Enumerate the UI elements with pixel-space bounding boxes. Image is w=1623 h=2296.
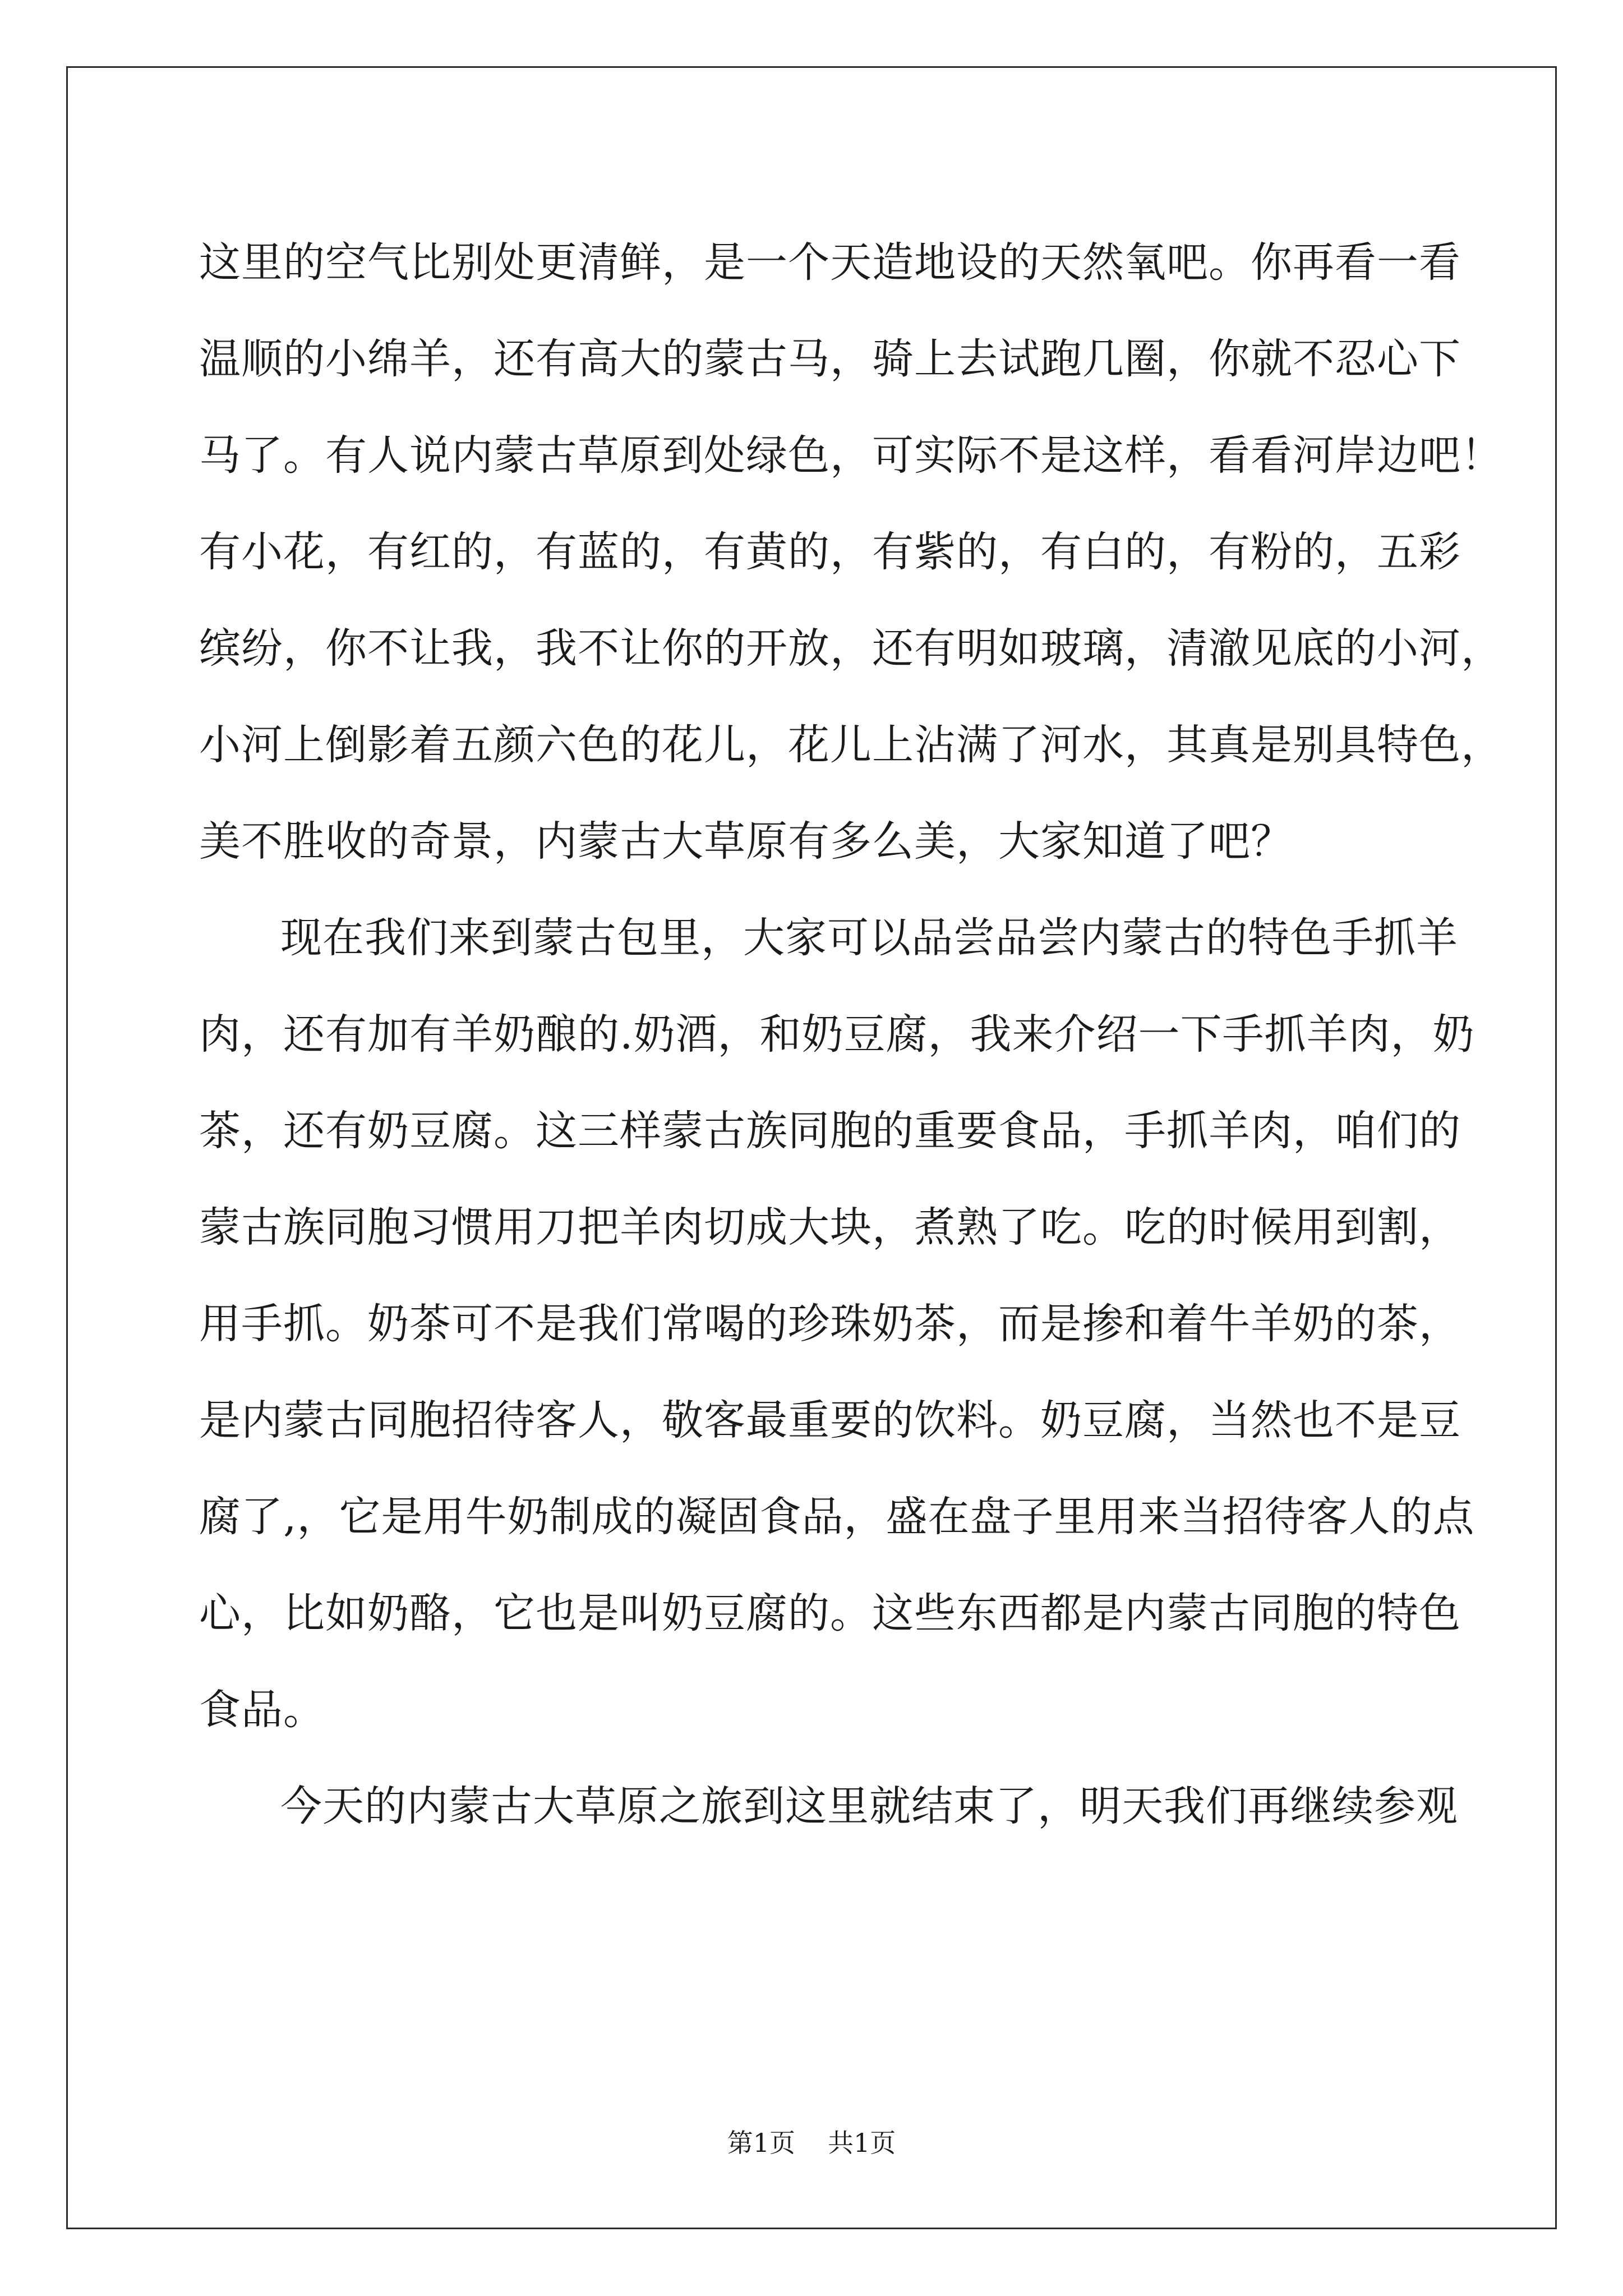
text-line: 肉，还有加有羊奶酿的.奶酒，和奶豆腐，我来介绍一下手抓羊肉，奶 — [199, 1010, 1475, 1059]
text-line: 美不胜收的奇景，内蒙古大草原有多么美，大家知道了吧？ — [199, 817, 1293, 866]
text-line: 蒙古族同胞习惯用刀把羊肉切成大块，煮熟了吃。吃的时候用到割， — [199, 1203, 1461, 1251]
text-line: 这里的空气比别处更清鲜，是一个天造地设的天然氧吧。你再看一看 — [199, 238, 1461, 287]
text-line: 有小花，有红的，有蓝的，有黄的，有紫的，有白的，有粉的，五彩 — [199, 528, 1461, 576]
text-line: 腐了,，它是用牛奶制成的凝固食品，盛在盘子里用来当招待客人的点 — [199, 1493, 1475, 1541]
document-body — [199, 214, 1503, 1855]
page-number: 第1页 — [727, 2128, 795, 2158]
text-line: 温顺的小绵羊，还有高大的蒙古马，骑上去试跑几圈，你就不忍心下 — [199, 335, 1461, 383]
text-line: 缤纷，你不让我，我不让你的开放，还有明如玻璃，清澈见底的小河， — [199, 624, 1503, 673]
page-footer — [0, 2126, 1623, 2160]
text-line: 小河上倒影着五颜六色的花儿，花儿上沾满了河水，其真是别具特色， — [199, 721, 1503, 769]
paragraph-start-line: 现在我们来到蒙古包里，大家可以品尝品尝内蒙古的特色手抓羊 — [280, 914, 1458, 962]
text-line: 是内蒙古同胞招待客人，敬客最重要的饮料。奶豆腐，当然也不是豆 — [199, 1396, 1461, 1444]
paragraph-start-line: 今天的内蒙古大草原之旅到这里就结束了，明天我们再继续参观 — [280, 1782, 1458, 1830]
text-line: 心，比如奶酪，它也是叫奶豆腐的。这些东西都是内蒙古同胞的特色 — [199, 1589, 1461, 1637]
text-line: 马了。有人说内蒙古草原到处绿色，可实际不是这样，看看河岸边吧！ — [199, 431, 1503, 480]
text-line: 茶，还有奶豆腐。这三样蒙古族同胞的重要食品，手抓羊肉，咱们的 — [199, 1107, 1461, 1155]
text-line: 用手抓。奶茶可不是我们常喝的珍珠奶茶，而是掺和着牛羊奶的茶， — [199, 1300, 1461, 1348]
text-line: 食品。 — [199, 1686, 325, 1734]
page-total: 共1页 — [828, 2128, 896, 2158]
